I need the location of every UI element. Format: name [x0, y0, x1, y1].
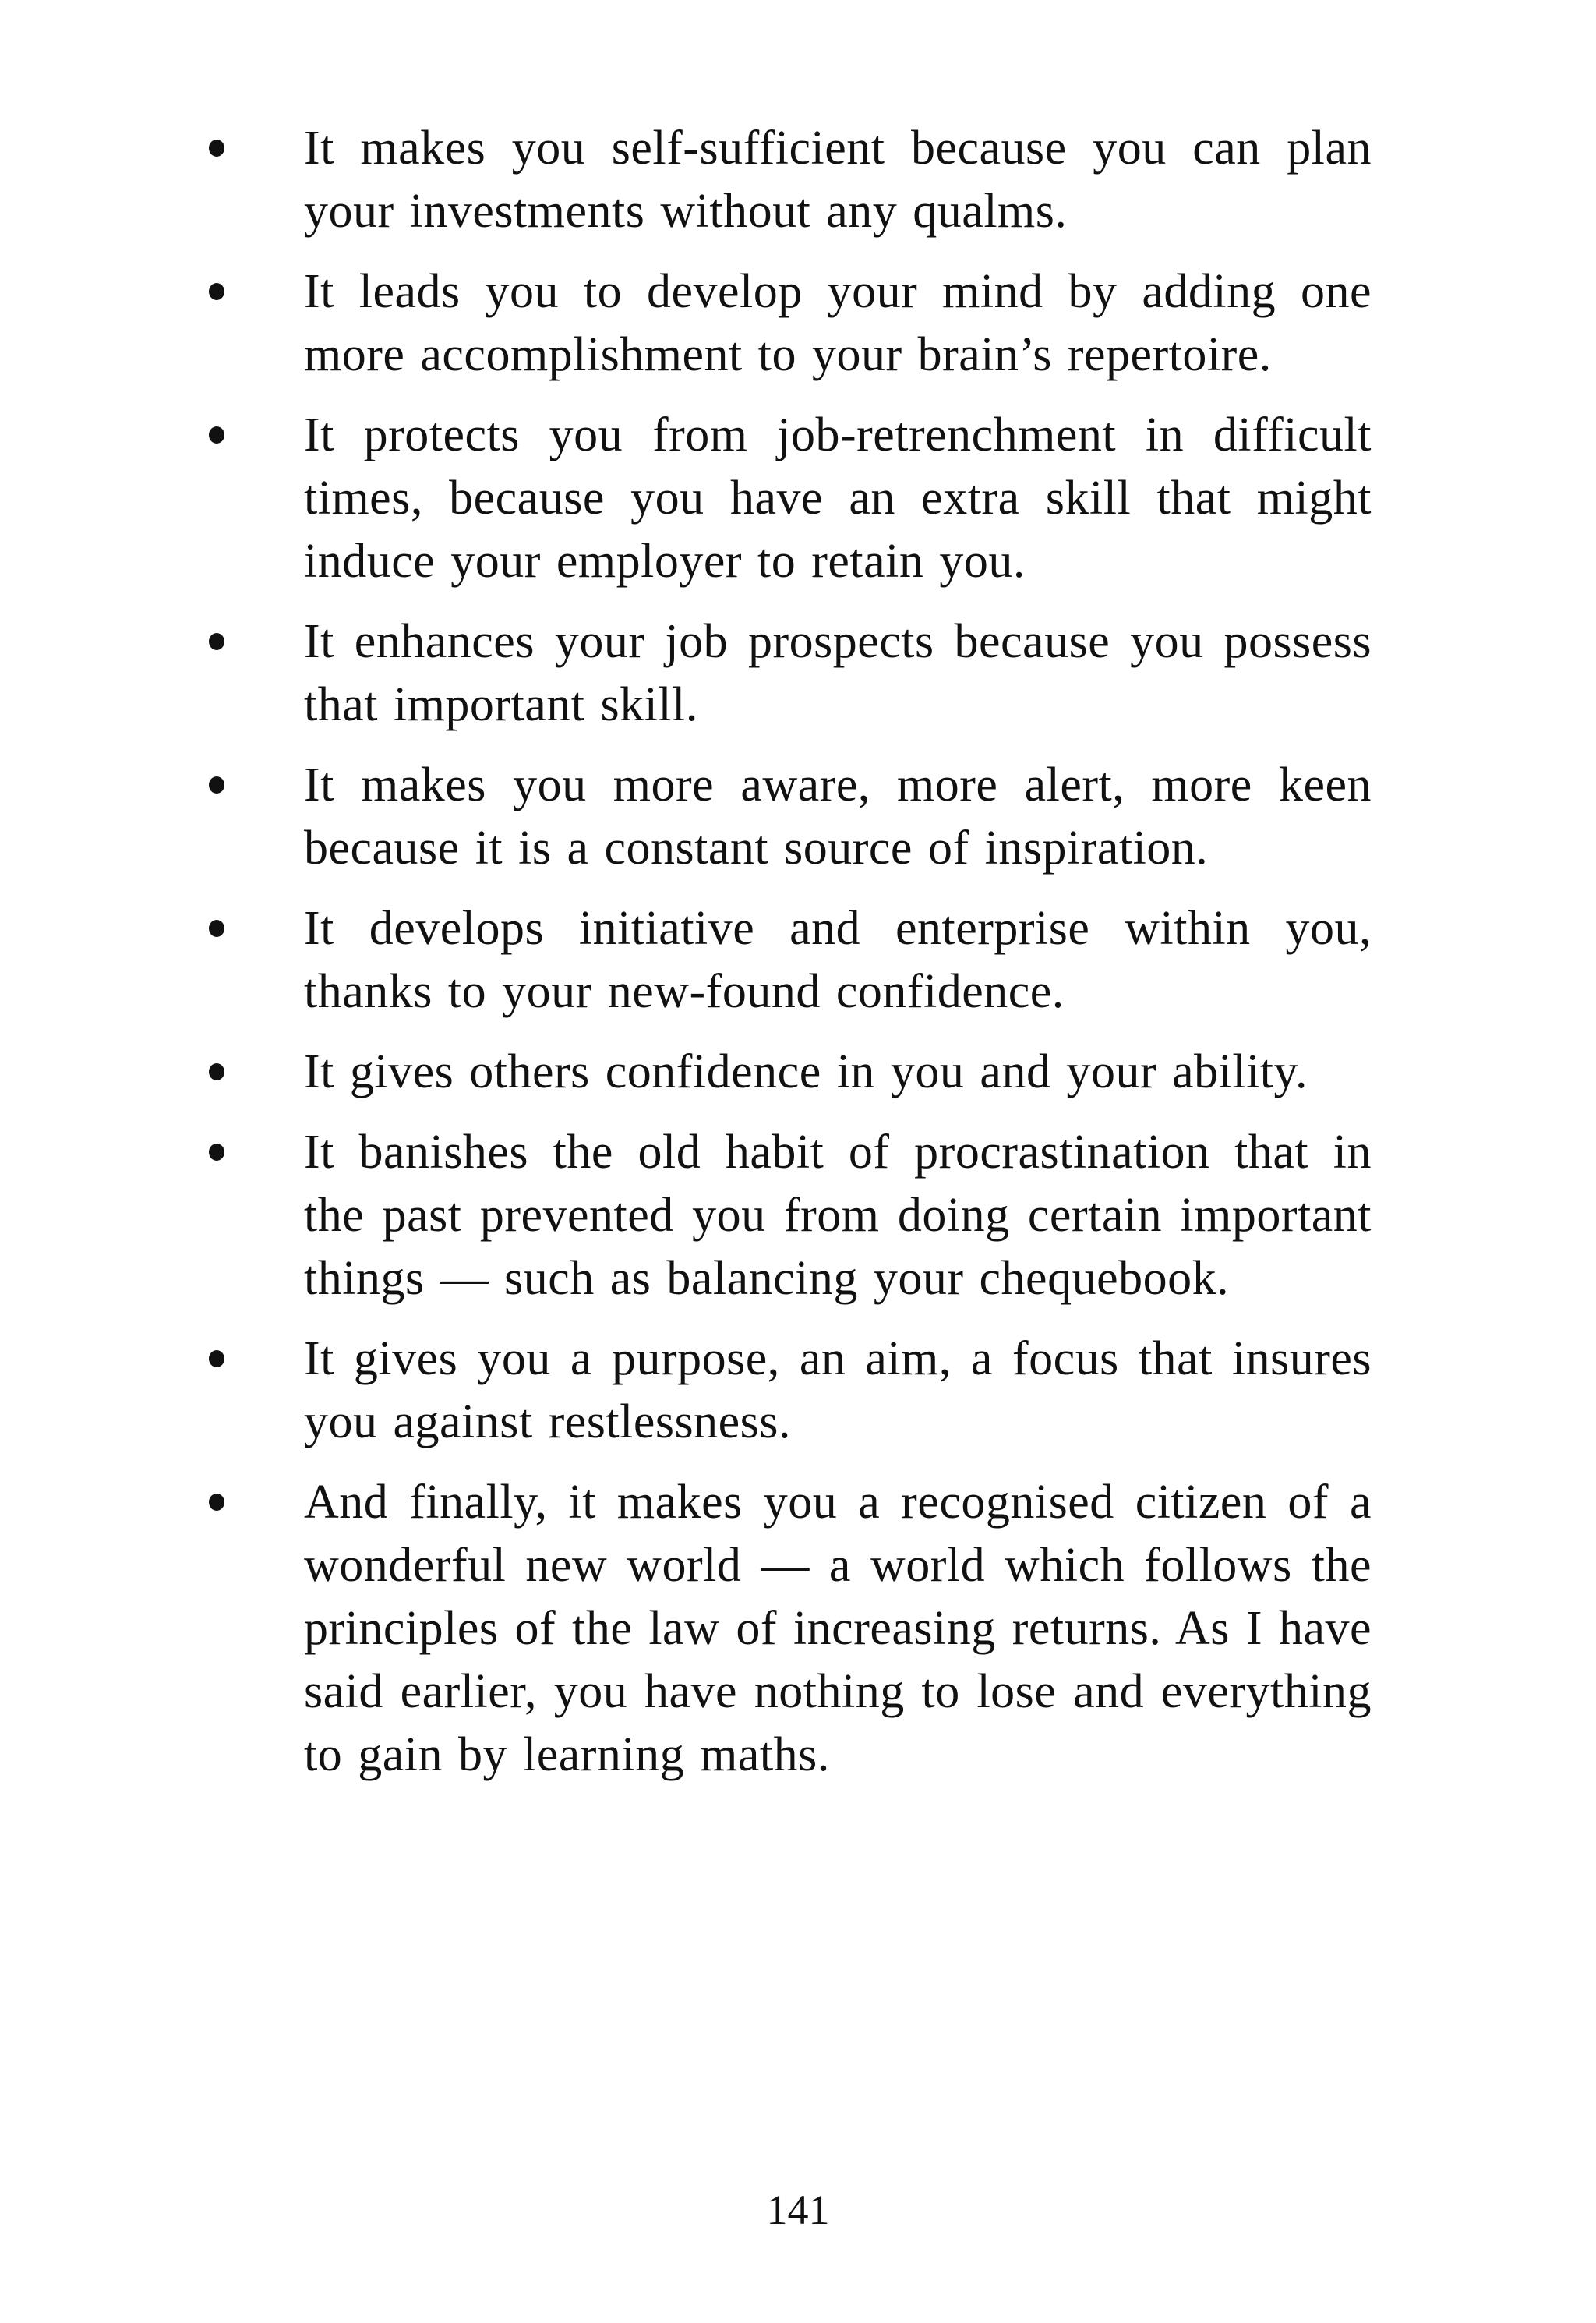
- list-item-text: It leads you to develop your mind by adding one more accomplishment to your brain’s repertoire.: [304, 265, 1372, 381]
- list-item-text: It makes you self-sufficient because you can plan your investments without any qualms.: [304, 122, 1372, 238]
- list-item: [195, 404, 1372, 593]
- list-item-text: It enhances your job prospects because you possess that important skill.: [304, 615, 1372, 731]
- list-item-text: It develops initiative and enterprise within you, thanks to your new-found confidence.: [304, 902, 1372, 1018]
- bullet-icon: [209, 1350, 224, 1367]
- bullet-icon: [209, 920, 224, 937]
- bullet-icon: [209, 1494, 224, 1511]
- list-item-text: It protects you from job-retrenchment in difficult times, because you have an extra skill that might induce your employer to retain you.: [304, 408, 1372, 588]
- bullet-list: [195, 117, 1372, 1804]
- list-item: [195, 117, 1372, 243]
- bullet-icon: [209, 283, 224, 300]
- list-item: [195, 610, 1372, 737]
- list-item-text: It makes you more aware, more alert, more keen because it is a constant source of inspiration.: [304, 758, 1372, 875]
- list-item-text: It gives you a purpose, an aim, a focus that insures you against restlessness.: [304, 1332, 1372, 1448]
- page-number: 141: [766, 2187, 830, 2233]
- bullet-icon: [209, 140, 224, 157]
- bullet-icon: [209, 633, 224, 650]
- list-item-text: And finally, it makes you a recognised citizen of a wonderful new world — a world which follows the principles of the law of increasing returns. As I have said earlier, you have nothing to lose and everything to gain by learning maths.: [304, 1476, 1372, 1781]
- bullet-icon: [209, 776, 224, 794]
- list-item: [195, 260, 1372, 387]
- bullet-icon: [209, 1063, 224, 1080]
- list-item: [195, 1041, 1372, 1104]
- list-item-text: It banishes the old habit of procrastination that in the past prevented you from doing certain important things — such as balancing your chequebook.: [304, 1126, 1372, 1305]
- bullet-icon: [209, 1144, 224, 1161]
- list-item: [195, 897, 1372, 1024]
- list-item: [195, 1471, 1372, 1787]
- bullet-icon: [209, 426, 224, 444]
- list-item: [195, 1121, 1372, 1310]
- list-item-text: It gives others confidence in you and your ability.: [304, 1045, 1308, 1098]
- list-item: [195, 1328, 1372, 1454]
- list-item: [195, 754, 1372, 880]
